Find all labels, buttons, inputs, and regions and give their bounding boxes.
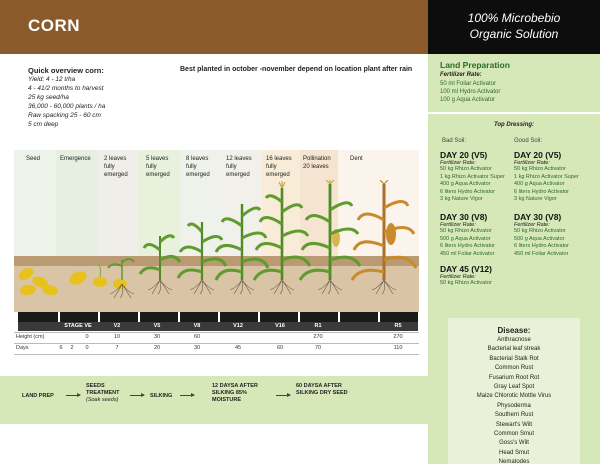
list-item: 400 g Aqua Activator — [440, 181, 491, 187]
list-item: Gray Leaf Spot — [493, 384, 535, 391]
stage-label: 5 leaves fully emerged — [146, 156, 170, 178]
brand-line-1: 100% Microbebio — [467, 11, 561, 25]
stage-label: 8 leaves fully emerged — [186, 156, 210, 178]
good-soil-label: Good Soil: — [514, 138, 543, 144]
day-heading: DAY 45 (V12) — [440, 264, 492, 274]
height-row-label: Height (cm) — [16, 334, 45, 340]
disease-box — [448, 318, 580, 464]
list-item: 3 kg Nature Vigor — [514, 196, 557, 202]
days-row-label: Days — [16, 345, 29, 351]
stage-label: 12 leaves fully emerged — [226, 156, 252, 178]
list-item: Common Rust — [494, 365, 534, 372]
fertilizer-panel — [428, 54, 600, 464]
stage-label: Emergence — [60, 156, 91, 162]
list-item: Head Smut — [498, 449, 529, 456]
list-item: 100 ml Hydro Activator — [440, 89, 501, 95]
list-item: 50 kg Rhizo Activator — [440, 280, 492, 286]
overview-item: Yield: 4 - 12 t/ha — [28, 76, 76, 83]
bad-soil-day20 — [440, 150, 520, 204]
planting-note: Best planted in october -november depend on location plant after rain — [180, 66, 413, 73]
stage-code: V8 — [193, 323, 201, 329]
days-cell: 20 — [153, 345, 161, 351]
day-subtitle: Fertilizer Rate: — [514, 160, 550, 166]
corn-plant-v2 — [108, 259, 134, 298]
day-heading: DAY 20 (V5) — [514, 150, 562, 160]
process-step: SILKING — [150, 393, 173, 399]
day-list — [440, 166, 520, 204]
process-step: 12 DAYSA AFTER SILKING 85% MOISTURE — [212, 383, 258, 403]
page-title: CORN — [28, 16, 81, 35]
disease-title: Disease: — [497, 326, 531, 335]
process-step: LAND PREP — [22, 393, 54, 399]
days-cell: 6 — [59, 345, 63, 351]
brand-block — [428, 0, 600, 54]
overview-item: 4 - 41/2 months to harvest — [28, 85, 104, 92]
days-cell: 60 — [276, 345, 284, 351]
land-prep-list — [440, 80, 500, 104]
days-cell: 0 — [85, 345, 89, 351]
header-bar — [0, 0, 428, 54]
list-item: 1 kg Rhizo Activator Super — [440, 173, 505, 180]
list-item: 500 g Aqua Activator — [440, 235, 491, 242]
corn-growth-illustration — [14, 180, 419, 310]
table-divider — [14, 332, 419, 333]
list-item: Nematodes — [498, 459, 530, 464]
corn-plant-r1 — [300, 180, 360, 294]
list-item: Maize Chlorotic Mottle Virus — [476, 393, 552, 400]
list-item: Goss's Wilt — [499, 440, 529, 447]
list-item: 100 g Aqua Activator — [440, 97, 496, 103]
list-item: Anthracnose — [497, 337, 531, 343]
stage-label: Pollination 20 leaves — [303, 156, 331, 170]
days-cell: 7 — [115, 345, 119, 351]
overview-list — [28, 75, 105, 129]
seed-icon — [17, 266, 59, 297]
day-heading: DAY 20 (V5) — [440, 150, 488, 160]
stage-code: STAGE VE — [64, 323, 92, 329]
top-dressing-title: Top Dressing: — [493, 122, 535, 128]
list-item: Fusarium Root Rot — [488, 374, 540, 381]
height-cell: 60 — [193, 334, 201, 340]
good-soil-day20 — [514, 150, 594, 204]
height-cell: 270 — [393, 334, 403, 340]
height-cell: 270 — [313, 334, 323, 340]
timeline-ruler — [18, 312, 418, 322]
bad-soil-day45 — [440, 264, 520, 288]
list-item: 450 ml Foliar Activator — [440, 250, 495, 257]
process-step-text: SEEDS TREATMENT — [86, 383, 120, 396]
stage-code: R5 — [394, 323, 402, 329]
stage-code: R1 — [314, 323, 322, 329]
corn-plant-dent — [352, 180, 416, 294]
day-list — [514, 228, 594, 258]
list-item: 50 ml Foliar Activator — [440, 81, 497, 87]
list-item: Common Smut — [493, 431, 534, 438]
day-subtitle: Fertilizer Rate: — [440, 222, 476, 228]
list-item: Stewart's Wilt — [495, 421, 533, 428]
stage-label: 16 leaves fully emerged — [266, 156, 292, 178]
stage-code: V16 — [275, 323, 285, 329]
overview-item: Raw spacking 25 - 60 cm — [28, 112, 101, 119]
list-item: Physoderma — [497, 402, 531, 409]
list-item: 6 liters Hydro Activator — [514, 188, 570, 195]
day-list — [440, 228, 520, 258]
footer-space — [0, 424, 428, 464]
overview-title: Quick overview corn: — [28, 66, 104, 75]
table-divider — [14, 343, 419, 344]
corn-plant-v12 — [216, 204, 268, 294]
days-cell: 30 — [193, 345, 201, 351]
day-list — [514, 166, 594, 204]
list-item: 1 kg Rhizo Activator Super — [514, 173, 579, 180]
days-cell: 45 — [234, 345, 242, 351]
overview-item: 36,000 - 60,000 plants / ha — [28, 103, 106, 110]
list-item: 50 kg Rhizo Activator — [440, 228, 492, 234]
list-item: 3 kg Nature Vigor — [440, 196, 483, 202]
day-list — [440, 280, 520, 288]
panel-divider — [428, 112, 600, 114]
height-cell: 10 — [113, 334, 121, 340]
days-cell: 70 — [314, 345, 322, 351]
list-item: 400 g Aqua Activator — [514, 181, 565, 187]
emergence-seed-icon — [67, 263, 107, 287]
land-prep-subtitle: Fertilizer Rate: — [440, 72, 482, 78]
stage-code: V5 — [153, 323, 161, 329]
list-item: Bacterial Stalk Rot — [489, 355, 539, 362]
day-heading: DAY 30 (V8) — [440, 212, 488, 222]
disease-list — [448, 336, 580, 464]
list-item: Bacterial leaf streak — [487, 346, 541, 353]
stage-code: V2 — [113, 323, 121, 329]
land-prep-title: Land Preparation — [440, 60, 510, 70]
list-item: 6 liters Hydro Activator — [440, 188, 496, 195]
list-item: 6 liters Hydro Activator — [440, 243, 496, 249]
list-item: 50 kg Rhizo Activator — [514, 166, 566, 172]
bad-soil-label: Bad Soil: — [442, 138, 467, 144]
process-step: 60 DAYSA AFTER SILKING DRY SEED — [296, 383, 348, 396]
height-cell: 30 — [153, 334, 161, 340]
stage-label: Dent — [350, 156, 363, 162]
bad-soil-day30 — [440, 212, 520, 258]
corn-plant-v8 — [178, 222, 226, 294]
day-heading: DAY 30 (V8) — [514, 212, 562, 222]
stage-label: Seed — [26, 156, 41, 162]
arrow-right-icon — [180, 395, 194, 396]
days-cell: 110 — [393, 345, 403, 351]
good-soil-day30 — [514, 212, 594, 258]
day-subtitle: Fertilizer Rate: — [440, 274, 476, 280]
day-subtitle: Fertilizer Rate: — [440, 160, 476, 166]
overview-item: 5 cm deep — [28, 121, 59, 128]
stage-label: 2 leaves fully emerged — [104, 156, 128, 178]
list-item: 500 g Aqua Activator — [514, 235, 565, 242]
days-cell: 2 — [70, 345, 74, 351]
brand-line-2: Organic Solution — [469, 27, 559, 41]
list-item: 50 kg Rhizo Activator — [440, 166, 492, 172]
arrow-right-icon — [66, 395, 80, 396]
arrow-right-icon — [276, 395, 290, 396]
list-item: 450 ml Foliar Activator — [514, 250, 569, 257]
day-subtitle: Fertilizer Rate: — [514, 222, 550, 228]
list-item: 50 kg Rhizo Activator — [514, 228, 566, 234]
list-item: Southern Rust — [494, 412, 534, 419]
corn-plant-v5 — [140, 236, 180, 294]
table-divider — [14, 354, 419, 355]
overview-item: 25 kg seed/ha — [28, 94, 69, 101]
arrow-right-icon — [130, 395, 144, 396]
height-cell: 0 — [85, 334, 89, 340]
process-step — [86, 383, 136, 404]
process-step-note: (Soak seeds) — [86, 397, 119, 403]
list-item: 6 liters Hydro Activator — [514, 243, 570, 249]
stage-code: V12 — [233, 323, 243, 329]
